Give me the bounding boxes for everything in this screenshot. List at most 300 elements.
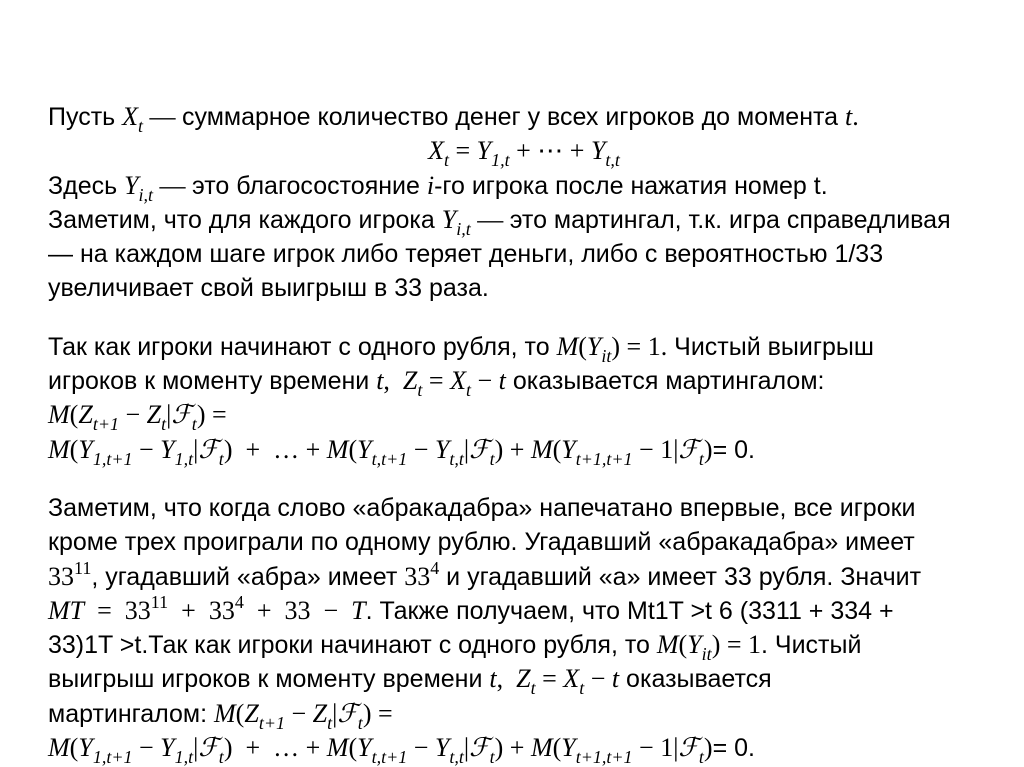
math-subscript: t+1,t+1 xyxy=(575,747,633,767)
math-expression xyxy=(553,733,562,762)
math-expression xyxy=(471,366,499,395)
math-symbol: — xyxy=(143,102,183,131)
math-variable xyxy=(561,733,633,767)
text-content: Пусть xyxy=(48,103,123,131)
math-symbol: t xyxy=(611,664,620,694)
math-variable xyxy=(561,434,633,469)
math-variable xyxy=(428,136,449,171)
math-symbol: Y xyxy=(590,136,606,166)
math-symbol: ( xyxy=(348,733,358,763)
math-symbol: Y xyxy=(586,331,602,361)
text-line xyxy=(48,364,1000,401)
math-variable xyxy=(678,434,704,469)
math-expression xyxy=(143,102,182,131)
math-variable xyxy=(357,434,408,469)
math-variable xyxy=(48,596,84,625)
math-symbol: t xyxy=(376,366,384,396)
math-expression xyxy=(679,630,688,659)
text-run xyxy=(48,240,883,268)
paragraph xyxy=(48,330,1000,467)
math-variable xyxy=(590,136,620,171)
math-superscript: 4 xyxy=(234,591,244,612)
text-run xyxy=(510,206,951,234)
math-symbol: . xyxy=(852,102,859,131)
text-content: Чистый выигрыш xyxy=(667,332,874,361)
text-content: суммарное количество денег у всех игроков до момента xyxy=(182,103,846,131)
math-expression xyxy=(407,435,435,464)
math-symbol: M xyxy=(556,331,579,361)
math-expression xyxy=(404,557,440,591)
text-run xyxy=(713,734,755,762)
math-expression xyxy=(497,664,517,693)
math-subscript: t,t xyxy=(605,150,620,171)
slide-body xyxy=(48,100,1000,767)
math-symbol: = xyxy=(84,595,125,625)
math-symbol: Y xyxy=(687,630,702,660)
math-subscript: 1,t xyxy=(174,747,194,767)
math-variable xyxy=(160,434,194,469)
math-symbol: Z xyxy=(78,400,93,430)
math-symbol: M xyxy=(48,434,70,464)
math-subscript: t xyxy=(579,678,585,699)
math-variable xyxy=(469,434,495,469)
math-subscript: 1,t+1 xyxy=(92,448,133,469)
math-subscript: t xyxy=(489,448,495,469)
math-symbol: 33 xyxy=(404,561,431,591)
text-content: оказывается xyxy=(619,665,772,694)
math-variable xyxy=(434,733,464,767)
math-variable xyxy=(351,596,365,625)
math-expression xyxy=(611,332,667,361)
text-content: Заметим, что для каждого игрока xyxy=(48,205,442,234)
math-symbol: Z xyxy=(146,400,162,430)
math-variable xyxy=(678,733,704,767)
math-variable xyxy=(312,698,333,733)
math-expression xyxy=(578,332,587,361)
math-expression xyxy=(224,733,327,762)
math-superscript: 11 xyxy=(74,557,92,578)
math-variable xyxy=(327,733,349,762)
text-line xyxy=(48,433,1000,467)
text-line xyxy=(48,330,1000,364)
math-symbol: Z xyxy=(312,698,328,728)
math-symbol: − xyxy=(284,698,313,728)
math-expression xyxy=(704,435,713,464)
math-symbol: Y xyxy=(160,733,175,763)
math-expression xyxy=(48,557,92,591)
math-expression xyxy=(852,102,859,131)
math-subscript: t xyxy=(417,380,423,401)
text-run xyxy=(439,563,921,591)
text-content: = 0. xyxy=(712,734,755,763)
math-symbol: − xyxy=(132,434,161,464)
text-run xyxy=(182,103,845,131)
math-expression xyxy=(471,205,510,234)
math-variable xyxy=(122,102,144,136)
text-content: -го игрока после нажатия номер t. xyxy=(434,171,828,200)
math-symbol: M xyxy=(326,434,349,464)
math-subscript: t xyxy=(138,116,144,136)
text-line xyxy=(48,100,1000,134)
text-content: = 0. xyxy=(712,435,755,464)
math-symbol: 33 xyxy=(208,595,235,625)
text-run xyxy=(48,367,376,395)
math-variable xyxy=(78,733,133,767)
math-symbol: + xyxy=(168,595,209,625)
math-variable xyxy=(327,435,349,464)
math-variable xyxy=(48,435,70,464)
math-symbol: + ⋯ + xyxy=(509,136,591,166)
math-variable xyxy=(516,664,536,699)
math-symbol: Y xyxy=(357,733,372,763)
math-symbol: ) + xyxy=(494,434,531,464)
math-subscript: i,t xyxy=(138,184,154,205)
math-symbol: M xyxy=(326,733,349,763)
text-run xyxy=(48,206,442,234)
math-expression xyxy=(584,664,612,693)
math-variable xyxy=(146,400,167,435)
math-symbol: − xyxy=(118,400,147,430)
math-symbol: Y xyxy=(434,434,450,464)
math-symbol: ( xyxy=(348,434,358,464)
math-symbol: Y xyxy=(561,733,576,763)
math-subscript: t xyxy=(530,678,536,699)
math-symbol: X xyxy=(122,102,138,131)
math-expression xyxy=(153,171,192,200)
text-line xyxy=(48,697,1000,731)
math-symbol: ) = 1 xyxy=(711,630,762,660)
text-run xyxy=(48,333,557,361)
math-symbol: Z xyxy=(402,366,418,396)
math-symbol: Z xyxy=(516,664,531,694)
text-content: . Также получаем, что Mt1T >t 6 (3311 + 334 + xyxy=(365,596,894,625)
math-variable xyxy=(78,400,119,435)
math-variable xyxy=(357,733,408,767)
text-line xyxy=(48,557,1000,594)
text-run xyxy=(48,631,657,659)
text-run xyxy=(506,367,825,395)
math-symbol: ) xyxy=(703,434,713,464)
math-subscript: t xyxy=(698,448,704,469)
text-run xyxy=(48,103,122,131)
math-variable xyxy=(160,733,194,767)
math-symbol: MT xyxy=(48,595,85,625)
text-line xyxy=(48,203,1000,237)
math-variable xyxy=(48,400,70,429)
math-expression xyxy=(536,664,564,693)
math-symbol: X xyxy=(450,366,466,396)
math-symbol: | xyxy=(332,698,338,728)
math-variable xyxy=(198,434,224,469)
math-symbol: t xyxy=(498,366,506,396)
math-symbol: ) + … + xyxy=(223,733,327,763)
math-expression xyxy=(510,136,591,165)
text-line xyxy=(48,271,1000,305)
math-variable xyxy=(434,434,464,469)
math-symbol: — xyxy=(470,204,510,234)
math-symbol: Y xyxy=(434,733,450,763)
math-symbol: − xyxy=(132,733,161,763)
math-subscript: it xyxy=(701,644,712,665)
math-symbol: Z xyxy=(244,698,259,728)
math-variable xyxy=(557,332,579,361)
text-content: это благосостояние xyxy=(192,171,427,200)
math-symbol: ( xyxy=(235,698,245,728)
text-run xyxy=(48,172,124,200)
math-variable xyxy=(78,434,133,469)
text-content: 33)1T >t.Так как игроки начинают с одного рубля, то xyxy=(48,631,657,660)
math-symbol: − 1| xyxy=(632,434,679,464)
math-symbol: − xyxy=(584,664,612,694)
math-expression xyxy=(495,733,531,762)
math-expression xyxy=(197,400,227,429)
text-run xyxy=(48,274,489,302)
math-expression xyxy=(704,733,713,762)
math-expression xyxy=(119,400,147,429)
math-subscript: 1,t+1 xyxy=(92,747,133,767)
math-expression xyxy=(422,366,450,395)
math-symbol: M xyxy=(48,400,70,430)
math-symbol: | xyxy=(463,434,470,464)
math-symbol: ( xyxy=(578,331,587,361)
math-symbol: X xyxy=(563,664,580,694)
math-symbol: ) xyxy=(703,733,713,763)
math-symbol: Y xyxy=(160,434,175,464)
math-subscript: it xyxy=(601,345,612,366)
text-line xyxy=(48,169,1000,203)
math-variable xyxy=(531,733,553,762)
math-symbol: ( xyxy=(552,434,562,464)
math-symbol: M xyxy=(214,698,236,728)
math-symbol: 33 xyxy=(48,561,74,591)
math-symbol: Y xyxy=(78,733,93,763)
math-symbol: ) + … + xyxy=(223,434,327,464)
math-subscript: i,t xyxy=(456,218,471,239)
math-variable xyxy=(402,366,423,401)
math-symbol: ) = 1. xyxy=(611,331,668,361)
math-symbol: — xyxy=(153,170,193,200)
math-symbol: Y xyxy=(124,170,139,200)
math-symbol: ) + xyxy=(494,733,531,763)
math-subscript: t xyxy=(465,380,471,401)
text-content: это мартингал, т.к. игра справедливая xyxy=(509,205,951,234)
text-line xyxy=(48,662,1000,699)
math-expression xyxy=(383,366,403,395)
math-symbol: 33 xyxy=(124,595,151,625)
text-line xyxy=(48,134,1000,171)
text-run xyxy=(434,172,828,200)
math-symbol: ℱ xyxy=(198,434,219,464)
text-run xyxy=(761,631,861,659)
text-content: . Чистый xyxy=(761,631,862,660)
math-expression xyxy=(348,733,357,762)
math-symbol: ( xyxy=(69,400,79,430)
math-expression xyxy=(633,733,679,762)
math-symbol: ℱ xyxy=(469,434,490,464)
text-run xyxy=(192,172,427,200)
text-content: и угадавший «а» имеет 33 рубля. Значит xyxy=(439,562,922,591)
math-symbol: X xyxy=(428,136,444,166)
math-subscript: t xyxy=(698,747,704,767)
text-content: , угадавший «абра» имеет xyxy=(91,562,405,591)
math-variable xyxy=(531,435,553,464)
math-variable xyxy=(124,170,154,205)
math-variable xyxy=(489,664,496,693)
math-expression xyxy=(285,699,313,728)
math-symbol: , xyxy=(496,664,517,694)
text-content: выигрыш игроков к моменту времени xyxy=(48,665,490,694)
math-subscript: t,t xyxy=(449,747,464,767)
math-symbol: − xyxy=(407,733,435,763)
math-symbol: ℱ xyxy=(469,733,490,763)
math-variable xyxy=(244,698,285,733)
math-variable xyxy=(441,204,471,239)
math-symbol: | xyxy=(193,733,199,763)
paragraph xyxy=(48,491,1000,765)
math-expression xyxy=(449,136,477,165)
math-subscript: t,t+1 xyxy=(371,747,408,767)
math-expression xyxy=(553,435,562,464)
text-line xyxy=(48,398,1000,435)
text-content: Заметим, что когда слово «абракадабра» напечатано впервые, все игроки xyxy=(48,493,916,522)
text-content: Здесь xyxy=(48,171,125,200)
math-expression xyxy=(407,733,435,762)
text-line xyxy=(48,591,1000,628)
math-variable xyxy=(563,664,585,699)
math-variable xyxy=(657,630,679,659)
math-subscript: t,t xyxy=(449,448,464,469)
math-variable xyxy=(450,366,471,401)
math-symbol: ℱ xyxy=(678,434,699,464)
math-variable xyxy=(198,733,224,767)
math-expression xyxy=(495,435,531,464)
math-variable xyxy=(469,733,495,767)
math-subscript: 1,t xyxy=(174,448,194,469)
math-symbol: T xyxy=(351,595,366,625)
math-subscript: t+1,t+1 xyxy=(575,448,633,469)
text-content: мартингалом: xyxy=(48,699,214,728)
text-run xyxy=(667,333,874,361)
math-superscript: 11 xyxy=(150,591,169,612)
math-subscript: t xyxy=(218,448,224,469)
math-subscript: t xyxy=(218,747,224,767)
math-subscript: t+1 xyxy=(258,712,285,733)
math-symbol: ℱ xyxy=(198,733,219,763)
math-symbol: + 33 − xyxy=(243,595,352,625)
math-symbol: t xyxy=(489,664,497,694)
math-variable xyxy=(687,630,712,665)
text-run xyxy=(366,597,894,625)
text-run xyxy=(48,665,489,693)
math-expression xyxy=(132,435,160,464)
math-symbol: Y xyxy=(441,204,457,234)
math-symbol: ( xyxy=(69,434,79,464)
math-symbol: M xyxy=(48,733,70,763)
math-symbol: ℱ xyxy=(171,400,192,430)
math-subscript: t xyxy=(489,747,495,767)
math-symbol: ℱ xyxy=(678,733,699,763)
text-run xyxy=(91,563,404,591)
math-variable xyxy=(171,400,197,435)
math-symbol: = xyxy=(422,366,451,396)
math-symbol: | xyxy=(463,733,470,763)
math-variable xyxy=(427,171,434,200)
math-variable xyxy=(214,699,236,728)
text-content: Так как игроки начинают с одного рубля, то xyxy=(48,332,557,361)
math-symbol: Y xyxy=(357,434,372,464)
math-subscript: t xyxy=(357,712,363,733)
math-symbol: M xyxy=(530,733,553,763)
math-superscript: 4 xyxy=(430,557,440,578)
math-symbol: t xyxy=(845,102,853,131)
math-symbol: Y xyxy=(78,434,93,464)
paragraph xyxy=(48,100,1000,306)
text-content: — на каждом шаге игрок либо теряет деньги, либо с вероятностью 1/33 xyxy=(48,240,884,269)
math-symbol: = xyxy=(448,136,477,166)
math-expression xyxy=(224,435,327,464)
math-expression xyxy=(208,591,244,625)
math-symbol: | xyxy=(166,400,172,430)
math-symbol: ) = xyxy=(362,698,393,728)
math-expression xyxy=(348,435,357,464)
math-subscript: t xyxy=(161,414,167,435)
text-content: игроков к моменту времени xyxy=(48,367,377,396)
math-variable xyxy=(586,331,612,366)
math-expression xyxy=(124,591,169,625)
math-subscript: t xyxy=(327,712,333,733)
math-symbol: ( xyxy=(678,630,688,660)
math-symbol: − xyxy=(470,366,499,396)
math-subscript: t+1 xyxy=(92,414,119,435)
math-symbol: M xyxy=(530,434,553,464)
math-symbol: ( xyxy=(552,733,562,763)
math-subscript: t xyxy=(191,414,197,435)
math-symbol: ( xyxy=(69,733,79,763)
math-subscript: t xyxy=(443,150,449,171)
math-expression xyxy=(633,435,679,464)
text-line xyxy=(48,628,1000,665)
text-line xyxy=(48,491,1000,525)
math-variable xyxy=(337,698,363,733)
text-content: увеличивает свой выигрыш в 33 раза. xyxy=(48,274,489,303)
math-subscript: t,t+1 xyxy=(371,448,408,469)
math-symbol: ) = xyxy=(196,400,227,430)
math-symbol: M xyxy=(656,630,679,660)
text-run xyxy=(48,528,915,556)
math-expression xyxy=(84,596,125,625)
math-variable xyxy=(499,366,506,395)
math-subscript: 1,t xyxy=(491,150,510,171)
math-symbol: Y xyxy=(561,434,576,464)
math-expression xyxy=(168,596,209,625)
math-expression xyxy=(712,630,761,659)
math-symbol: , xyxy=(383,366,403,396)
text-run xyxy=(619,665,772,693)
text-content: оказывается мартингалом: xyxy=(505,367,825,396)
math-expression xyxy=(244,596,351,625)
math-symbol: ℱ xyxy=(337,698,358,728)
math-variable xyxy=(48,733,70,762)
text-line xyxy=(48,525,1000,559)
math-variable xyxy=(476,136,510,171)
text-line xyxy=(48,731,1000,765)
text-content: кроме трех проиграли по одному рублю. Угадавший «абракадабра» имеет xyxy=(48,528,915,557)
math-expression xyxy=(363,699,393,728)
math-symbol: i xyxy=(426,170,435,200)
text-run xyxy=(48,700,214,728)
math-symbol: − 1| xyxy=(632,733,679,763)
text-run xyxy=(48,494,916,522)
